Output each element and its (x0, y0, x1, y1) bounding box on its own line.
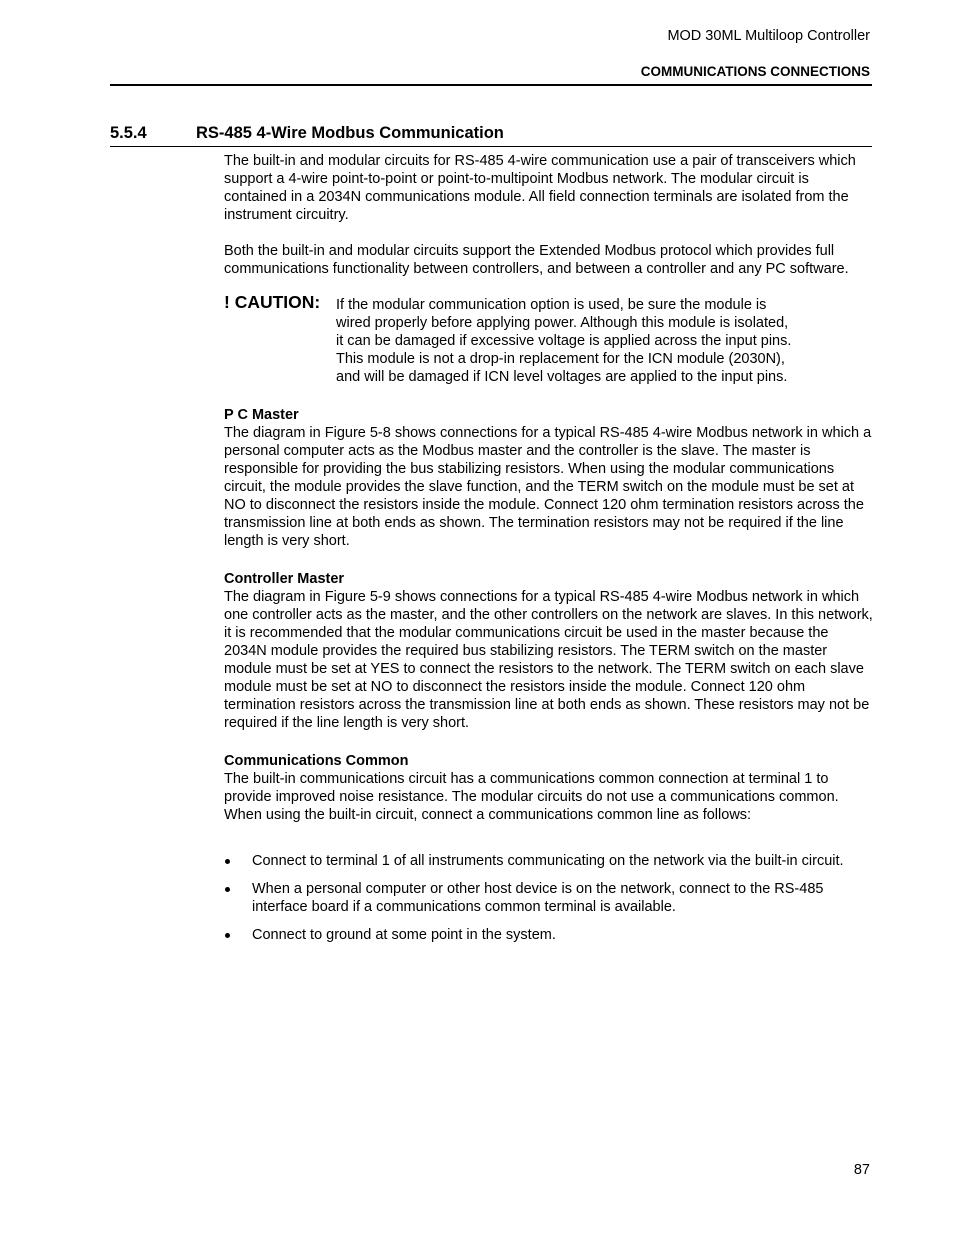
section-heading (110, 124, 872, 147)
section-title: RS-485 4-Wire Modbus Communication (196, 124, 504, 142)
bullet-list (224, 852, 874, 944)
body-content (224, 152, 874, 954)
page-number: 87 (853, 1162, 870, 1178)
intro-paragraph: The built-in and modular circuits for RS-485 4-wire communication use a pair of transceivers which support a 4-wire point-to-point or point-to-multipoint Modbus network. The modular circuit is contained in a 2034N communications module. All field connection terminals are isolated from the instrument circuitry. (224, 153, 856, 223)
bullet-text: When a personal computer or other host device is on the network, connect to the RS-485 interface board if a communications common terminal is available. (252, 881, 824, 915)
bullet-icon (225, 933, 230, 938)
pc-master-heading: P C Master (224, 407, 299, 423)
list-item (224, 880, 874, 916)
header-rule (110, 84, 872, 86)
comm-common-heading: Communications Common (224, 753, 409, 769)
bullet-icon (225, 859, 230, 864)
bullet-text: Connect to ground at some point in the system. (252, 927, 556, 943)
bullet-icon (225, 887, 230, 892)
document-title: MOD 30ML Multiloop Controller (667, 28, 870, 44)
section-number: 5.5.4 (110, 124, 147, 142)
running-section-title: COMMUNICATIONS CONNECTIONS (640, 64, 870, 79)
controller-master-paragraph: The diagram in Figure 5-9 shows connections for a typical RS-485 4-wire Modbus network in which one controller acts as the master, and the other controllers on the network are slaves. In this network, it is recommended that the modular communications circuit be used in the master because the 2034N module provides the required bus stabilizing resistors. The TERM switch on the master module must be set at YES to connect the resistors to the network. The TERM switch on each slave module must be set at NO to disconnect the resistors inside the module. Connect 120 ohm termination resistors across the transmission line at both ends as shown. These resistors may not be required if the line length is very short. (224, 589, 873, 731)
bullet-text: Connect to terminal 1 of all instruments communicating on the network via the built-in circuit. (252, 853, 844, 869)
extended-modbus-paragraph: Both the built-in and modular circuits support the Extended Modbus protocol which provides full communications functionality between controllers, and between a controller and any PC software. (224, 243, 849, 277)
list-item (224, 926, 874, 944)
controller-master-heading: Controller Master (224, 571, 345, 587)
list-item (224, 852, 874, 870)
pc-master-paragraph: The diagram in Figure 5-8 shows connections for a typical RS-485 4-wire Modbus network in which a personal computer acts as the Modbus master and the controller is the slave. The master is responsible for providing the bus stabilizing resistors. When using the modular communications circuit, the module provides the slave function, and the TERM switch on the module must be set at NO to disconnect the resistors inside the module. Connect 120 ohm termination resistors across the transmission line at both ends as shown. The termination resistors may not be required if the line length is very short. (224, 425, 872, 549)
caution-block (224, 292, 874, 386)
comm-common-paragraph: The built-in communications circuit has a communications common connection at terminal 1 to provide improved noise resistance. The modular circuits do not use a communications common. When using the built-in circuit, connect a communications common line as follows: (224, 771, 839, 823)
caution-label: ! CAUTION: (224, 292, 321, 312)
caution-text: If the modular communication option is used, be sure the module is wired properly before applying power. Although this module is isolated, it can be damaged if excessive voltage is applied across the input pins. This module is not a drop-in replacement for the ICN module (2030N), and will be damaged if ICN level voltages are applied to the input pins. (336, 297, 792, 385)
